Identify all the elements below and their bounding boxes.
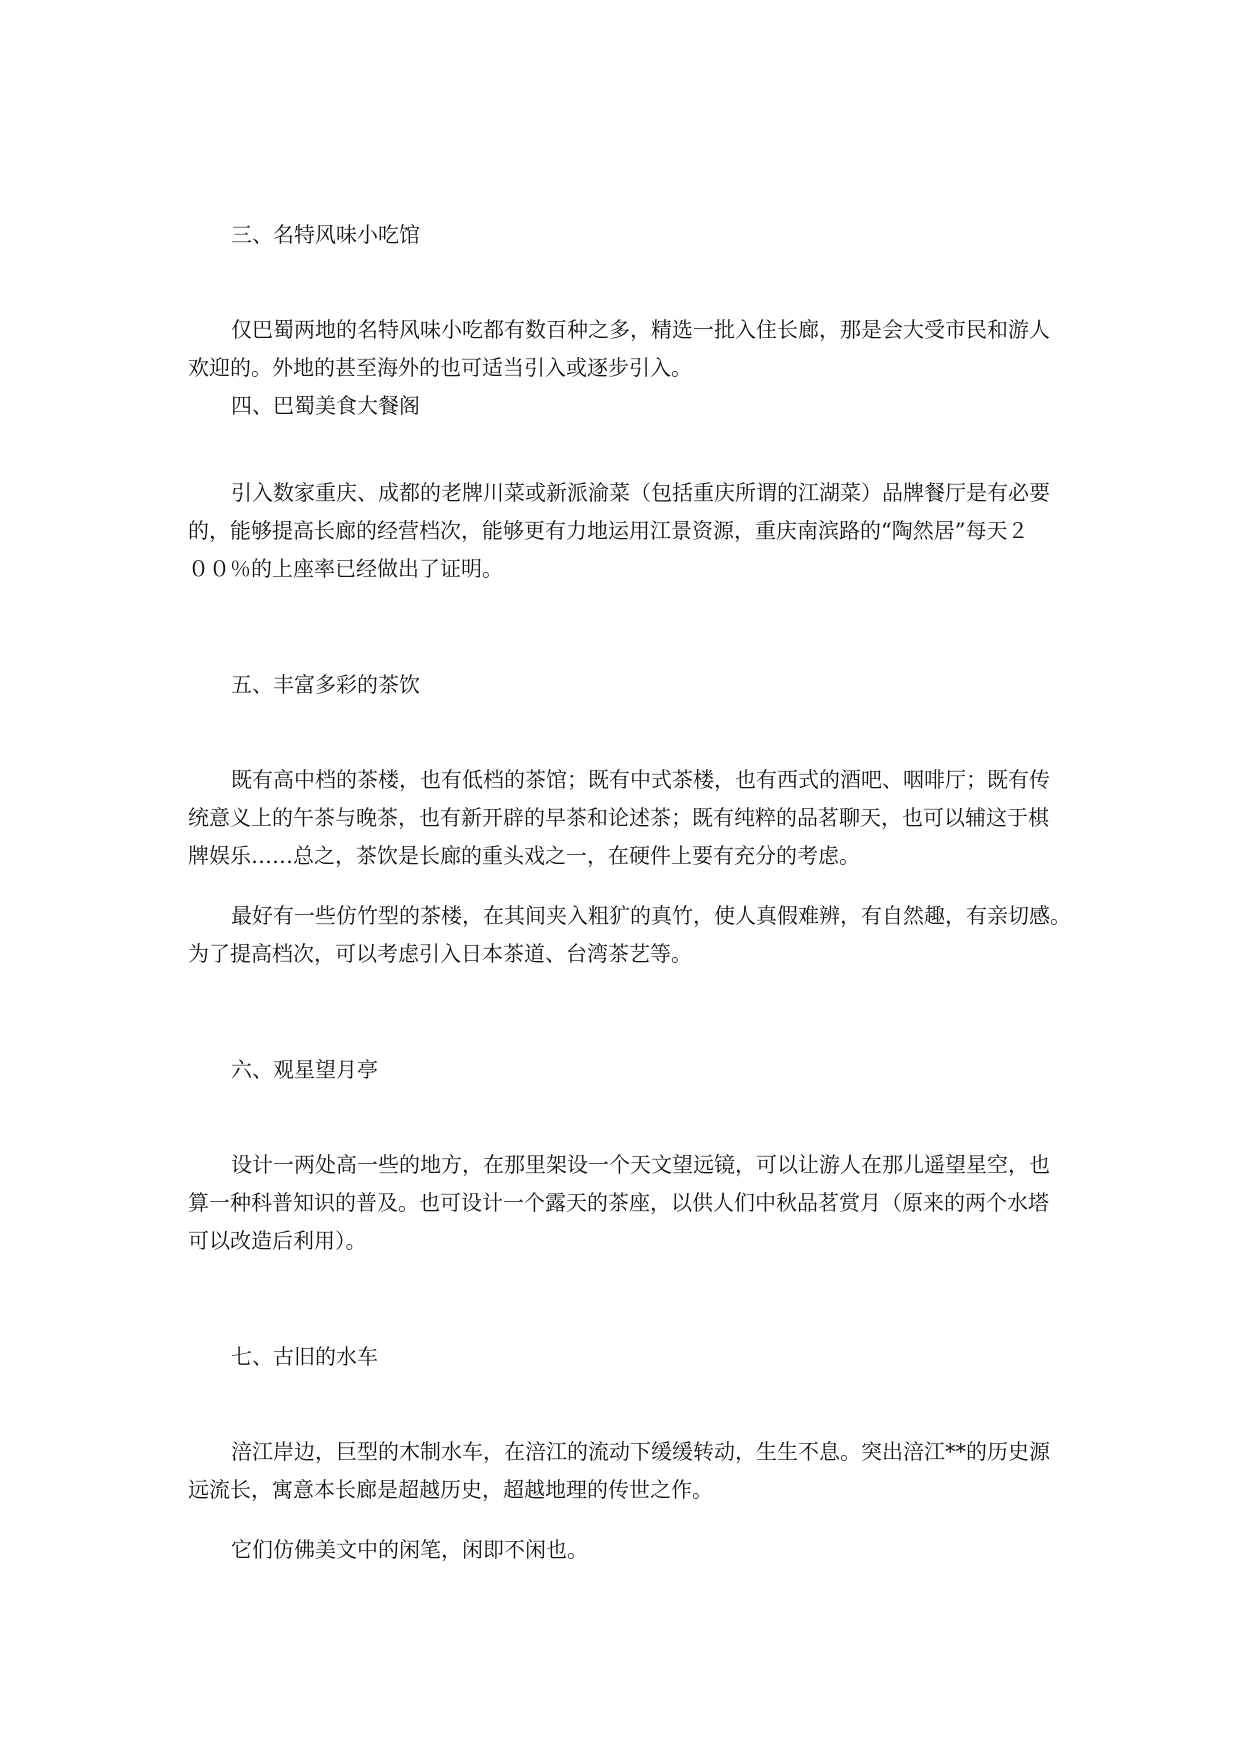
paragraph-line: 算一种科普知识的普及。也可设计一个露天的茶座，以供人们中秋品茗赏月（原来的两个水塔 [188,1191,1049,1215]
paragraph-line: 统意义上的午茶与晚茶，也有新开辟的早茶和论述茶；既有纯粹的品茗聊天，也可以辅这于棋 [188,806,1049,830]
paragraph-line: 的，能够提高长廊的经营档次，能够更有力地运用江景资源，重庆南滨路的“陶然居”每天２ [188,519,1029,543]
paragraph-line: 它们仿佛美文中的闲笔，闲即不闲也。 [231,1538,588,1562]
paragraph-line: ００％的上座率已经做出了证明。 [188,557,503,581]
paragraph-line: 欢迎的。外地的甚至海外的也可适当引入或逐步引入。 [188,356,692,380]
paragraph-line: 仅巴蜀两地的名特风味小吃都有数百种之多，精选一批入住长廊，那是会大受市民和游人 [231,318,1050,342]
paragraph-line: 涪江岸边，巨型的木制水车，在涪江的流动下缓缓转动，生生不息。突出涪江**的历史源 [231,1440,1050,1464]
section-heading-3: 三、名特风味小吃馆 [231,223,420,247]
section-heading-7: 七、古旧的水车 [231,1345,378,1369]
paragraph-line: 设计一两处高一些的地方，在那里架设一个天文望远镜，可以让游人在那儿遥望星空，也 [231,1153,1050,1177]
paragraph-line: 远流长，寓意本长廊是超越历史，超越地理的传世之作。 [188,1478,713,1502]
paragraph-line: 牌娱乐……总之，茶饮是长廊的重头戏之一，在硬件上要有充分的考虑。 [188,844,860,868]
paragraph-line: 既有高中档的茶楼，也有低档的茶馆；既有中式茶楼，也有西式的酒吧、咽啡厅；既有传 [231,768,1050,792]
section-heading-6: 六、观星望月亭 [231,1058,378,1082]
paragraph-line: 可以改造后利用）。 [188,1229,367,1253]
section-heading-5: 五、丰富多彩的茶饮 [231,673,420,697]
section-heading-4: 四、巴蜀美食大餐阁 [231,394,420,418]
paragraph-line: 最好有一些仿竹型的茶楼，在其间夹入粗犷的真竹，使人真假难辨，有自然趣，有亲切感。 [231,904,1071,928]
paragraph-line: 引入数家重庆、成都的老牌川菜或新派渝菜（包括重庆所谓的江湖菜）品牌餐厅是有必要 [231,481,1050,505]
paragraph-line: 为了提高档次，可以考虑引入日本茶道、台湾茶艺等。 [188,942,692,966]
